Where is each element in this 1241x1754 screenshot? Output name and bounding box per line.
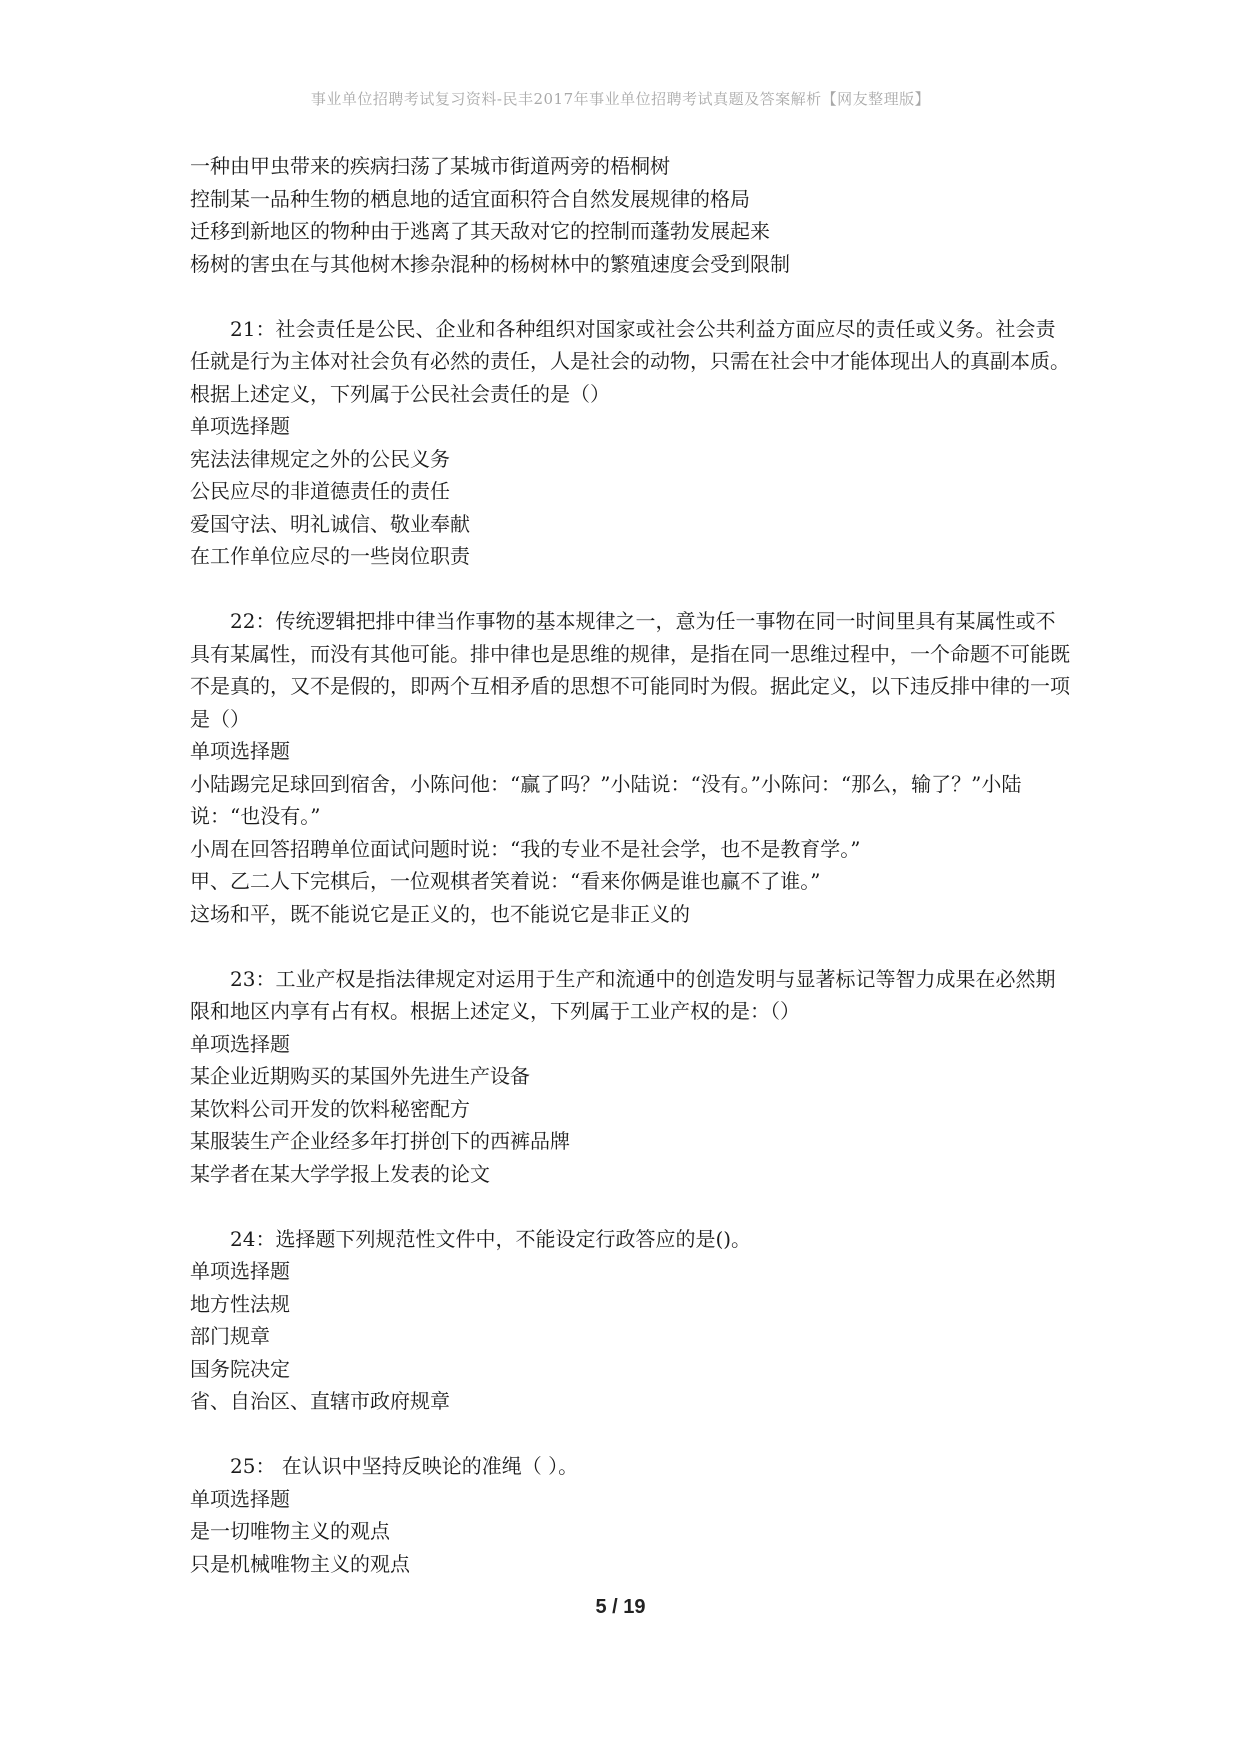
page-header: 事业单位招聘考试复习资料-民丰2017年事业单位招聘考试真题及答案解析【网友整理版】 bbox=[310, 90, 931, 108]
question-type: 单项选择题 bbox=[190, 1259, 290, 1283]
option-text: 公民应尽的非道德责任的责任 bbox=[190, 479, 450, 503]
question-type: 单项选择题 bbox=[190, 414, 290, 438]
question-type: 单项选择题 bbox=[190, 1031, 290, 1056]
option-text: 宪法法律规定之外的公民义务 bbox=[190, 446, 450, 471]
option-text: 爱国守法、明礼诚信、敬业奉献 bbox=[190, 511, 470, 536]
page-number: 5 / 19 bbox=[595, 1596, 646, 1618]
option-text: 控制某一品种生物的栖息地的适宜面积符合自然发展规律的格局 bbox=[190, 186, 750, 211]
document-body bbox=[190, 150, 1070, 1580]
option-text: 国务院决定 bbox=[190, 1356, 290, 1381]
option-text: 是一切唯物主义的观点 bbox=[190, 1519, 390, 1543]
option-text: 地方性法规 bbox=[190, 1291, 290, 1316]
option-text: 在工作单位应尽的一些岗位职责 bbox=[190, 544, 470, 568]
question-stem: 24：选择题下列规范性文件中，不能设定行政答应的是()。 bbox=[230, 1226, 752, 1251]
option-text: 某企业近期购买的某国外先进生产设备 bbox=[190, 1064, 530, 1088]
question-type: 单项选择题 bbox=[190, 1486, 290, 1511]
question-22 bbox=[190, 605, 1070, 930]
previous-question-options bbox=[190, 150, 1070, 280]
option-text: 只是机械唯物主义的观点 bbox=[190, 1551, 410, 1576]
option-text: 某饮料公司开发的饮料秘密配方 bbox=[190, 1096, 470, 1121]
option-text: 小周在回答招聘单位面试问题时说：“我的专业不是社会学，也不是教育学。” bbox=[190, 836, 861, 861]
option-text: 部门规章 bbox=[190, 1324, 270, 1348]
option-text: 小陆踢完足球回到宿舍，小陈问他：“赢了吗？”小陆说：“没有。”小陈问：“那么，输了？”小陆说：“也没有。” bbox=[190, 771, 1022, 828]
question-21 bbox=[190, 313, 1070, 573]
question-stem: 21：社会责任是公民、企业和各种组织对国家或社会公共利益方面应尽的责任或义务。社会责任就是行为主体对社会负有必然的责任，人是社会的动物，只需在社会中才能体现出人的真副本质。根据上述定义，下列属于公民社会责任的是（） bbox=[190, 316, 1070, 406]
option-text: 甲、乙二人下完棋后，一位观棋者笑着说：“看来你俩是谁也赢不了谁。” bbox=[190, 869, 821, 893]
option-text: 迁移到新地区的物种由于逃离了其天敌对它的控制而蓬勃发展起来 bbox=[190, 219, 770, 243]
option-text: 省、自治区、直辖市政府规章 bbox=[190, 1389, 450, 1413]
option-text: 某学者在某大学学报上发表的论文 bbox=[190, 1161, 490, 1186]
question-stem: 23：工业产权是指法律规定对运用于生产和流通中的创造发明与显著标记等智力成果在必然期限和地区内享有占有权。根据上述定义，下列属于工业产权的是：（） bbox=[190, 966, 1056, 1023]
question-stem: 22：传统逻辑把排中律当作事物的基本规律之一，意为任一事物在同一时间里具有某属性或不具有某属性，而没有其他可能。排中律也是思维的规律，是指在同一思维过程中，一个命题不可能既不是真的，又不是假的，即两个互相矛盾的思想不可能同时为假。据此定义，以下违反排中律的一项是（） bbox=[190, 609, 1070, 731]
question-25 bbox=[190, 1450, 1070, 1580]
option-text: 这场和平，既不能说它是正义的，也不能说它是非正义的 bbox=[190, 901, 690, 926]
question-type: 单项选择题 bbox=[190, 739, 290, 763]
option-text: 某服装生产企业经多年打拼创下的西裤品牌 bbox=[190, 1129, 570, 1153]
question-23 bbox=[190, 963, 1070, 1191]
question-24 bbox=[190, 1223, 1070, 1418]
option-text: 一种由甲虫带来的疾病扫荡了某城市街道两旁的梧桐树 bbox=[190, 154, 670, 178]
question-stem: 25： 在认识中坚持反映论的准绳（ ）。 bbox=[230, 1454, 579, 1478]
option-text: 杨树的害虫在与其他树木掺杂混种的杨树林中的繁殖速度会受到限制 bbox=[190, 251, 790, 276]
